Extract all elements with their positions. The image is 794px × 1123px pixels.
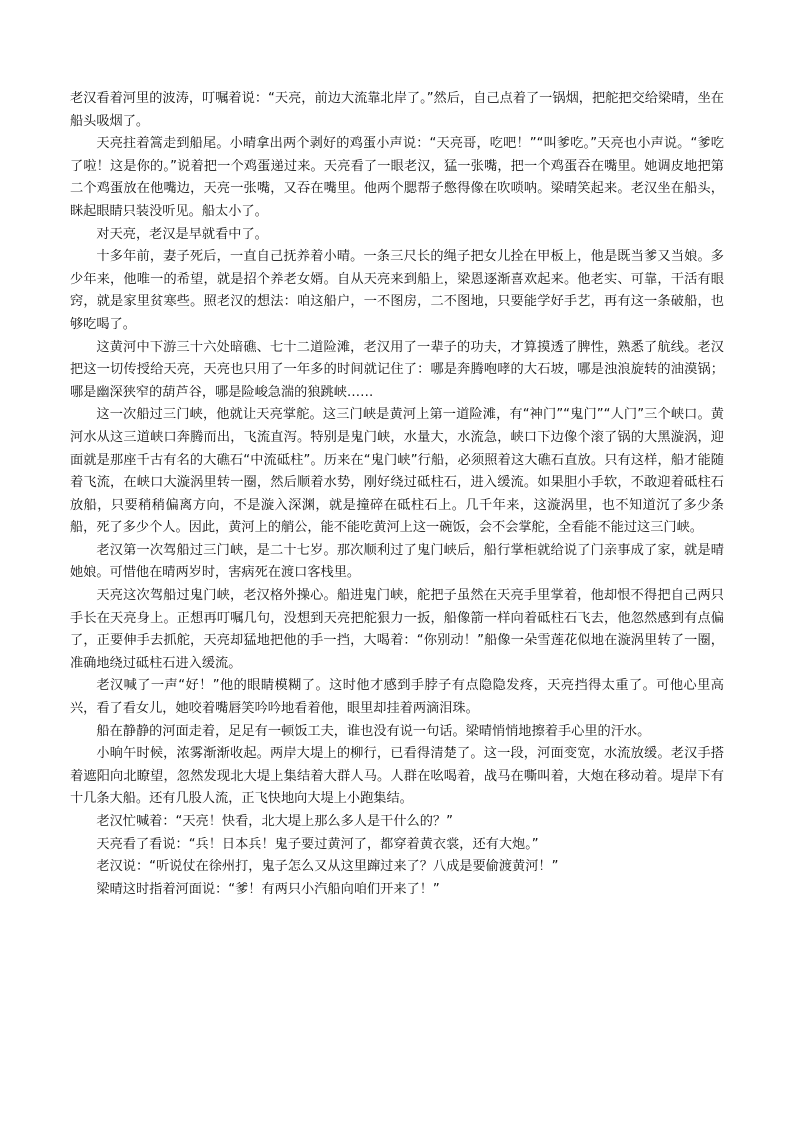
paragraph-6: 这一次船过三门峡，他就让天亮掌舵。这三门峡是黄河上第一道险滩，有“神门”“鬼门”“人门”三个峡口。黄河水从这三道峡口奔腾而出，飞流直泻。特别是鬼门峡，水量大，水流急，峡口下边像个滚了锅的大黑漩涡，迎面就是那座千古有名的大礁石“中流砥柱”。历来在“鬼门峡”行船，必须照着这大礁石直放。只有这样，船才能随着飞流，在峡口大漩涡里转一圈，然后顺着水势，刚好绕过砥柱石，进入缓流。如果胆小手软，不敢迎着砥柱石放船，只要稍稍偏离方向，不是漩入深渊，就是撞碎在砥柱石上。几千年来，这漩涡里，也不知道沉了多少条船，死了多少个人。因此，黄河上的艄公，能不能吃黄河上这一碗饭，会不会掌舵，全看能不能过这三门峡。 <box>70 407 724 536</box>
paragraph-13: 天亮看了看说：“兵！日本兵！鬼子要过黄河了，都穿着黄衣裳，还有大炮。” <box>96 836 539 852</box>
paragraph-1: 老汉看着河里的波涛，叮嘱着说：“天亮，前边大流靠北岸了。”然后，自己点着了一锅烟，把舵把交给梁晴，坐在船头吸烟了。 <box>70 91 724 129</box>
paragraph-8: 天亮这次驾船过鬼门峡，老汉格外操心。船进鬼门峡，舵把子虽然在天亮手里掌着，他却恨不得把自己两只手长在天亮身上。正想再叮嘱几句，没想到天亮把舵狠力一扳，船像箭一样向着砥柱石飞去，他忽然感到有点偏了，正要伸手去抓舵，天亮却猛地把他的手一挡，大喝着：“你别动！”船像一朵雪莲花似地在漩涡里转了一圈，准确地绕过砥柱石进入缓流。 <box>70 588 724 671</box>
paragraph-5: 这黄河中下游三十六处暗礁、七十二道险滩，老汉用了一辈子的功夫，才算摸透了脾性，熟悉了航线。老汉把这一切传授给天亮，天亮也只用了一年多的时间就记住了：哪是奔腾咆哮的大石坡，哪是浊浪旋转的油漠锅；哪是幽深狭窄的葫芦谷，哪是险峻急湍的狼跳峡…… <box>70 339 724 400</box>
paragraph-10: 船在静静的河面走着，足足有一顿饭工夫，谁也没有说一句话。梁晴悄悄地擦着手心里的汗水。 <box>96 723 651 739</box>
paragraph-14: 老汉说：“听说仗在徐州打，鬼子怎么又从这里蹿过来了？八成是要偷渡黄河！” <box>96 859 559 875</box>
paragraph-4: 十多年前，妻子死后，一直自己抚养着小晴。一条三尺长的绳子把女儿拴在甲板上，他是既当爹又当娘。多少年来，他唯一的希望，就是招个养老女婿。自从天亮来到船上，梁恩逐渐喜欢起来。他老实、可靠，干活有眼窍，就是家里贫寒些。照老汉的想法：咱这船户，一不图房，二不图地，只要能学好手艺，再有这一条破船，也够吃喝了。 <box>70 249 724 332</box>
paragraph-2: 天亮拄着篙走到船尾。小晴拿出两个剥好的鸡蛋小声说：“天亮哥，吃吧！”“叫爹吃。”天亮也小声说。“爹吃了啦！这是你的。”说着把一个鸡蛋递过来。天亮看了一眼老汉，猛一张嘴，把一个鸡蛋吞在嘴里。她调皮地把第二个鸡蛋放在他嘴边，天亮一张嘴，又吞在嘴里。他两个腮帮子憋得像在吹唢呐。梁晴笑起来。老汉坐在船头，眯起眼睛只装没听见。船太小了。 <box>70 136 724 219</box>
paragraph-9: 老汉喊了一声“好！”他的眼睛模糊了。这时他才感到手脖子有点隐隐发疼，天亮挡得太重了。可他心里高兴，看了看女儿，她咬着嘴唇笑吟吟地看着他，眼里却挂着两滴泪珠。 <box>70 678 724 717</box>
paragraph-12: 老汉忙喊着：“天亮！快看，北大堤上那么多人是干什么的？” <box>96 814 453 829</box>
paragraph-15: 梁晴这时指着河面说：“爹！有两只小汽船向咱们开来了！” <box>96 881 440 897</box>
paragraph-3: 对天亮，老汉是早就看中了。 <box>96 226 268 242</box>
paragraph-7: 老汉第一次驾船过三门峡，是二十七岁。那次顺利过了鬼门峡后，船行掌柜就给说了门亲事成了家，就是晴她娘。可惜他在晴两岁时，害病死在渡口客栈里。 <box>70 542 724 581</box>
paragraph-11: 小晌午时候，浓雾渐渐收起。两岸大堤上的柳行，已看得清楚了。这一段，河面变宽，水流放缓。老汉手搭着遮阳向北瞭望，忽然发现北大堤上集结着大群人马。人群在吆喝着，战马在嘶叫着，大炮在移动着。堤岸下有十几条大船。还有几股人流，正飞快地向大堤上小跑集结。 <box>70 746 724 807</box>
